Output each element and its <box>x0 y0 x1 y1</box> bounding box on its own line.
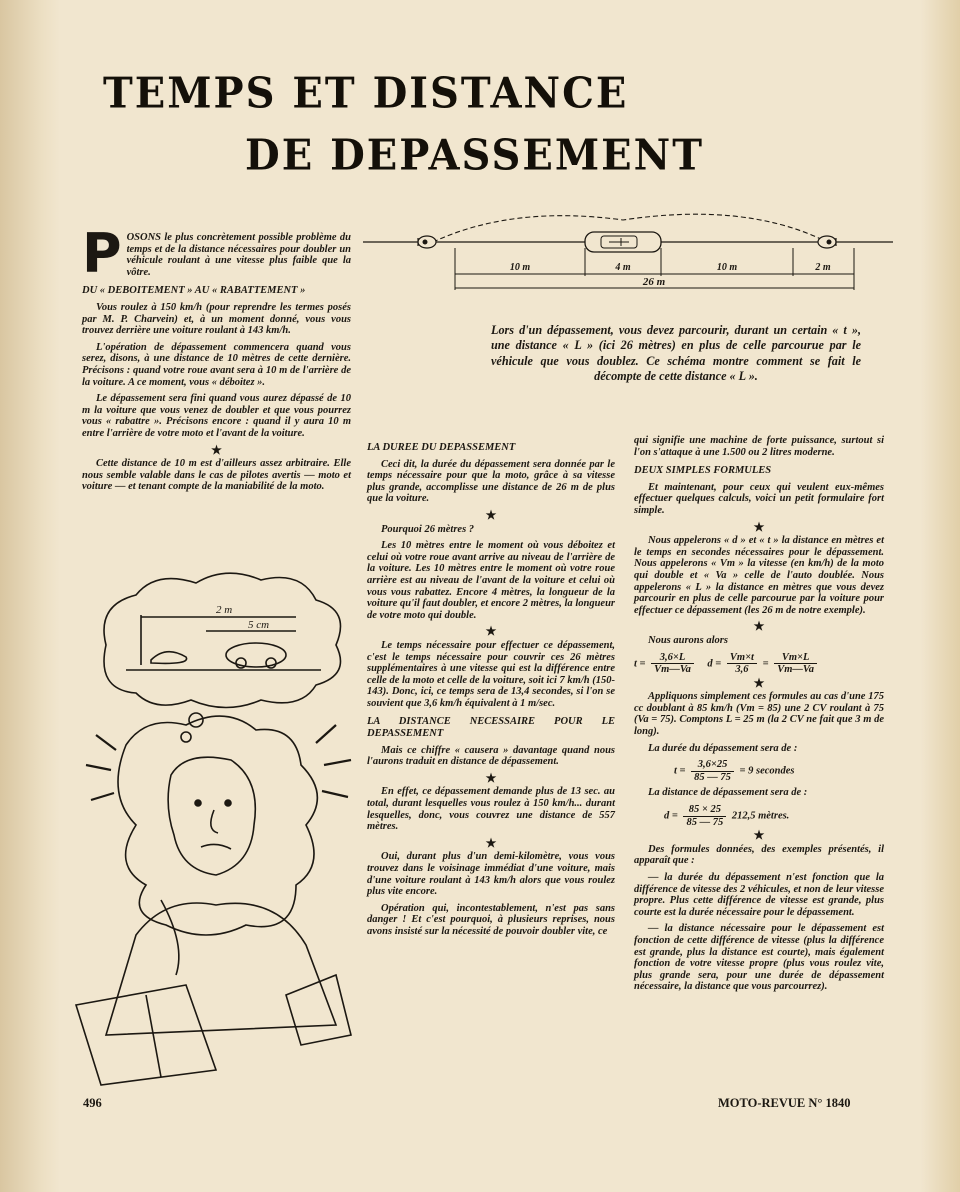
paragraph: Oui, durant plus d'un demi-kilomètre, vous vous trouvez dans le voisinage immédiat d'une voiture, mais d'une voiture roulant à 143 km/h alors que vous roulez plus vite encore. <box>367 851 615 898</box>
paragraph: Mais ce chiffre « causera » davantage quand nous l'aurons traduit en distance de dépassement. <box>367 744 615 768</box>
eye <box>225 800 231 806</box>
wig-hair <box>118 716 317 935</box>
section-heading-duree: LA DUREE DU DEPASSEMENT <box>367 442 516 453</box>
paragraph: Ceci dit, la durée du dépassement sera donnée par le temps nécessaire pour que la moto, grâce à sa vitesse plus grande, accomplisse une distance de 26 m de plus que la voiture. <box>367 458 615 505</box>
formula-lhs: t = <box>674 765 686 777</box>
magazine-in-hand <box>286 975 351 1045</box>
sketch-dim-label: 2 m <box>216 604 233 616</box>
fraction <box>774 652 817 676</box>
star-separator: ★ <box>753 675 765 690</box>
paragraph: En effet, ce dépassement demande plus de 13 sec. au total, durant lesquelles vous roulez à 150 km/h... durant lesquelles, donc, vous couvrez une distance de 557 mètres. <box>367 786 615 833</box>
paragraph: qui signifie une machine de forte puissance, surtout si l'on s'attaque à une 1.500 ou 2 litres moderne. <box>634 435 884 458</box>
paragraph: Pourquoi 26 mètres ? <box>381 523 475 535</box>
sketch-dim-label: 5 cm <box>248 619 270 631</box>
fraction <box>727 652 757 676</box>
fraction-numerator: 3,6×L <box>651 652 694 665</box>
sketch-wheel <box>266 658 276 668</box>
fraction <box>683 804 726 828</box>
title-line-2: DE DEPASSEMENT <box>245 130 704 181</box>
star-separator: ★ <box>211 442 222 457</box>
title-line-1: TEMPS ET DISTANCE <box>103 68 629 119</box>
cartoon-illustration <box>66 565 366 1090</box>
thought-bubble <box>104 573 341 707</box>
diagram-label-total: 26 m <box>642 276 666 288</box>
star-separator: ★ <box>485 835 497 850</box>
formula-result: 212,5 mètres. <box>731 810 790 822</box>
paragraph: Nous aurons alors <box>648 634 728 646</box>
fraction-denominator: 85 — 75 <box>686 816 724 828</box>
section-heading-formules: DEUX SIMPLES FORMULES <box>634 465 772 477</box>
fraction <box>651 652 694 676</box>
paragraph: Et maintenant, pour ceux qui veulent eux-mêmes effectuer quelques calculs, voici un petit formulaire fort simple. <box>634 481 884 516</box>
star-separator: ★ <box>485 770 497 785</box>
paragraph: Appliquons simplement ces formules au cas d'une 175 cc doublant à 85 km/h (Vm = 85) une 2 CV roulant à 75 (Va = 75). Comptons L = 25 m (la 2 CV ne fait que 3 m de long). <box>634 691 884 738</box>
drop-cap: P <box>82 222 122 285</box>
open-book <box>76 985 216 1085</box>
paragraph: Le temps nécessaire pour effectuer ce dépassement, c'est le temps nécessaire pour couvrir ces 26 mètres supplémentaires à une vitesse qui est la différence entre celle de la moto et celle de la voiture, soit ici 7 km/h (150-143). Donc, ici, ce temps sera de 13,4 secondes, si l'on se souvient que 3,6 km/h équivalent à 1 m/sec. <box>367 639 615 709</box>
fraction <box>691 759 734 783</box>
paragraph: Des formules données, des exemples présentés, il apparaît que : <box>634 843 884 867</box>
star-separator: ★ <box>753 519 765 534</box>
formula-row-4 <box>664 804 884 828</box>
fraction-denominator: 85 — 75 <box>694 771 731 783</box>
diagram-label-seg4: 2 m <box>815 262 831 273</box>
intro-paragraph <box>82 222 351 285</box>
column-3 <box>634 435 884 998</box>
paragraph: Le dépassement sera fini quand vous aurez dépassé de 10 m la voiture que vous venez de doubler et que vous pourrez vous « rabattre ». Précisons encore : quand il y aura 10 m entre l'arrière de votre moto et l'avant de la voiture. <box>82 393 351 439</box>
page-number: 496 <box>83 1096 102 1110</box>
star-separator: ★ <box>485 624 497 639</box>
sketch-turtle <box>226 643 286 667</box>
motorcycle-end-icon <box>818 236 836 248</box>
sketch-animal <box>151 652 187 664</box>
fraction-numerator: 3,6×25 <box>691 759 734 772</box>
paragraph: La distance de dépassement sera de : <box>648 787 808 799</box>
fraction-numerator: 85 × 25 <box>683 804 726 817</box>
car-icon <box>585 232 661 252</box>
formula-lhs: d = <box>707 658 722 669</box>
paragraph: La durée du dépassement sera de : <box>648 742 798 754</box>
nose <box>211 810 218 833</box>
book-spine <box>146 995 161 1077</box>
mouth <box>201 844 231 849</box>
overtaking-diagram <box>363 210 893 300</box>
eye <box>195 800 201 806</box>
fraction-numerator: Vm×L <box>774 652 817 665</box>
formula-lhs: t = <box>634 658 646 669</box>
diagram-label-seg1: 10 m <box>509 262 531 273</box>
paragraph: Opération qui, incontestablement, n'est pas sans danger ! Et c'est pourquoi, à plusieurs reprises, nous avons insisté sur la nécessité de pouvoir doubler vite, ce <box>367 902 615 937</box>
column-1 <box>82 222 351 498</box>
paragraph: L'opération de dépassement commencera quand vous serez, disons, à une distance de 10 mètres de cette dernière. Précisons : quand votre roue avant sera à 10 m de l'arrière de la voiture. A ce moment, vous « déboitez ». <box>82 341 351 388</box>
section-heading-distance: LA DISTANCE NECESSAIRE POUR LE DEPASSEMENT <box>367 716 615 740</box>
diagram-label-seg3: 10 m <box>716 262 738 273</box>
star-separator: ★ <box>485 507 497 522</box>
coat <box>106 903 336 1035</box>
intro-text: OSONS le plus concrètement possible problème du temps et de la distance nécessaires pour doubler un véhicule roulant à une vitesse plus faible que la vôtre. <box>126 232 351 278</box>
section-heading-deboitement: DU « DEBOITEMENT » AU « RABATTEMENT » <box>82 285 306 297</box>
fraction-denominator: 3,6 <box>735 664 749 676</box>
paragraph: Les 10 mètres entre le moment où vous déboitez et celui où votre roue avant arrive au niveau de l'arrière de la voiture. Les 10 mètres entre le moment où votre roue arrière est au niveau de l'avant de la voiture et celui où vous vous rabattez. Encore 4 mètres, la longueur de la voiture qu'il faut doubler, et encore 2 mètres, la longueur de votre moto qui double. <box>367 540 615 621</box>
formula-lhs: d = <box>664 810 678 822</box>
formula-equals: = <box>762 658 769 669</box>
fraction-numerator: Vm×t <box>727 652 757 665</box>
column-2 <box>367 435 615 943</box>
fraction-denominator: Vm—Va <box>654 664 691 676</box>
star-separator: ★ <box>753 619 765 634</box>
paragraph: Nous appelerons « d » et « t » la distance en mètres et le temps en secondes nécessaires pour le dépassement. Nous appelerons « Vm » la vitesse (en km/h) de la moto qui double et « Va » celle de l'auto doublée. Nous appelerons « L » la distance en mètres que vous devez parcourir en plus de celle parcourue par la voiture pour effectuer ce dépassement (les 26 m de notre exemple). <box>634 535 884 616</box>
formula-row-3 <box>674 759 884 783</box>
paragraph: Cette distance de 10 m est d'ailleurs assez arbitraire. Elle nous semble valable dans le cas de pilotes avertis — moto et voiture — et tenant compte de la maniabilité de la moto. <box>82 458 351 493</box>
sketch-wheel <box>236 658 246 668</box>
thought-dot <box>181 732 191 742</box>
star-separator: ★ <box>753 828 765 843</box>
diagram-caption: Lors d'un dépassement, vous devez parcourir, durant un certain « t », une distance « L » (ici 26 mètres) en plus de celle parcourue par le véhicule que vous doublez. Ce schéma montre comment se fait le décompte de cette distance « L ». <box>491 323 861 383</box>
paragraph: — la distance nécessaire pour le dépassement est fonction de cette différence de vitesse (plus la différence est grande, plus la distance est courte), mais également fonction de votre vitesse propre (plus vous roulez vite, plus grande sera, pour une durée de dépassement nécessaire, la distance que vous parcourrez). <box>634 923 884 993</box>
formula-row-1 <box>634 652 884 676</box>
formula-result: = 9 secondes <box>739 765 795 777</box>
fraction-denominator: Vm—Va <box>777 664 814 676</box>
paragraph: — la durée du dépassement n'est fonction que la différence de vitesse des 2 véhicules, et non de leur vitesse propre. Plus cette différence de vitesse est grande, plus courte est la durée nécessaire pour le dépassement. <box>634 872 884 918</box>
paragraph: Vous roulez à 150 km/h (pour reprendre les termes posés par M. P. Charvein) et, à un moment donné, vous vous trouvez derrière une voiture roulant à 143 km/h. <box>82 301 351 337</box>
motorcycle-start-icon <box>418 236 436 248</box>
journal-issue: MOTO-REVUE N° 1840 <box>718 1096 851 1110</box>
diagram-label-seg2: 4 m <box>615 262 631 273</box>
